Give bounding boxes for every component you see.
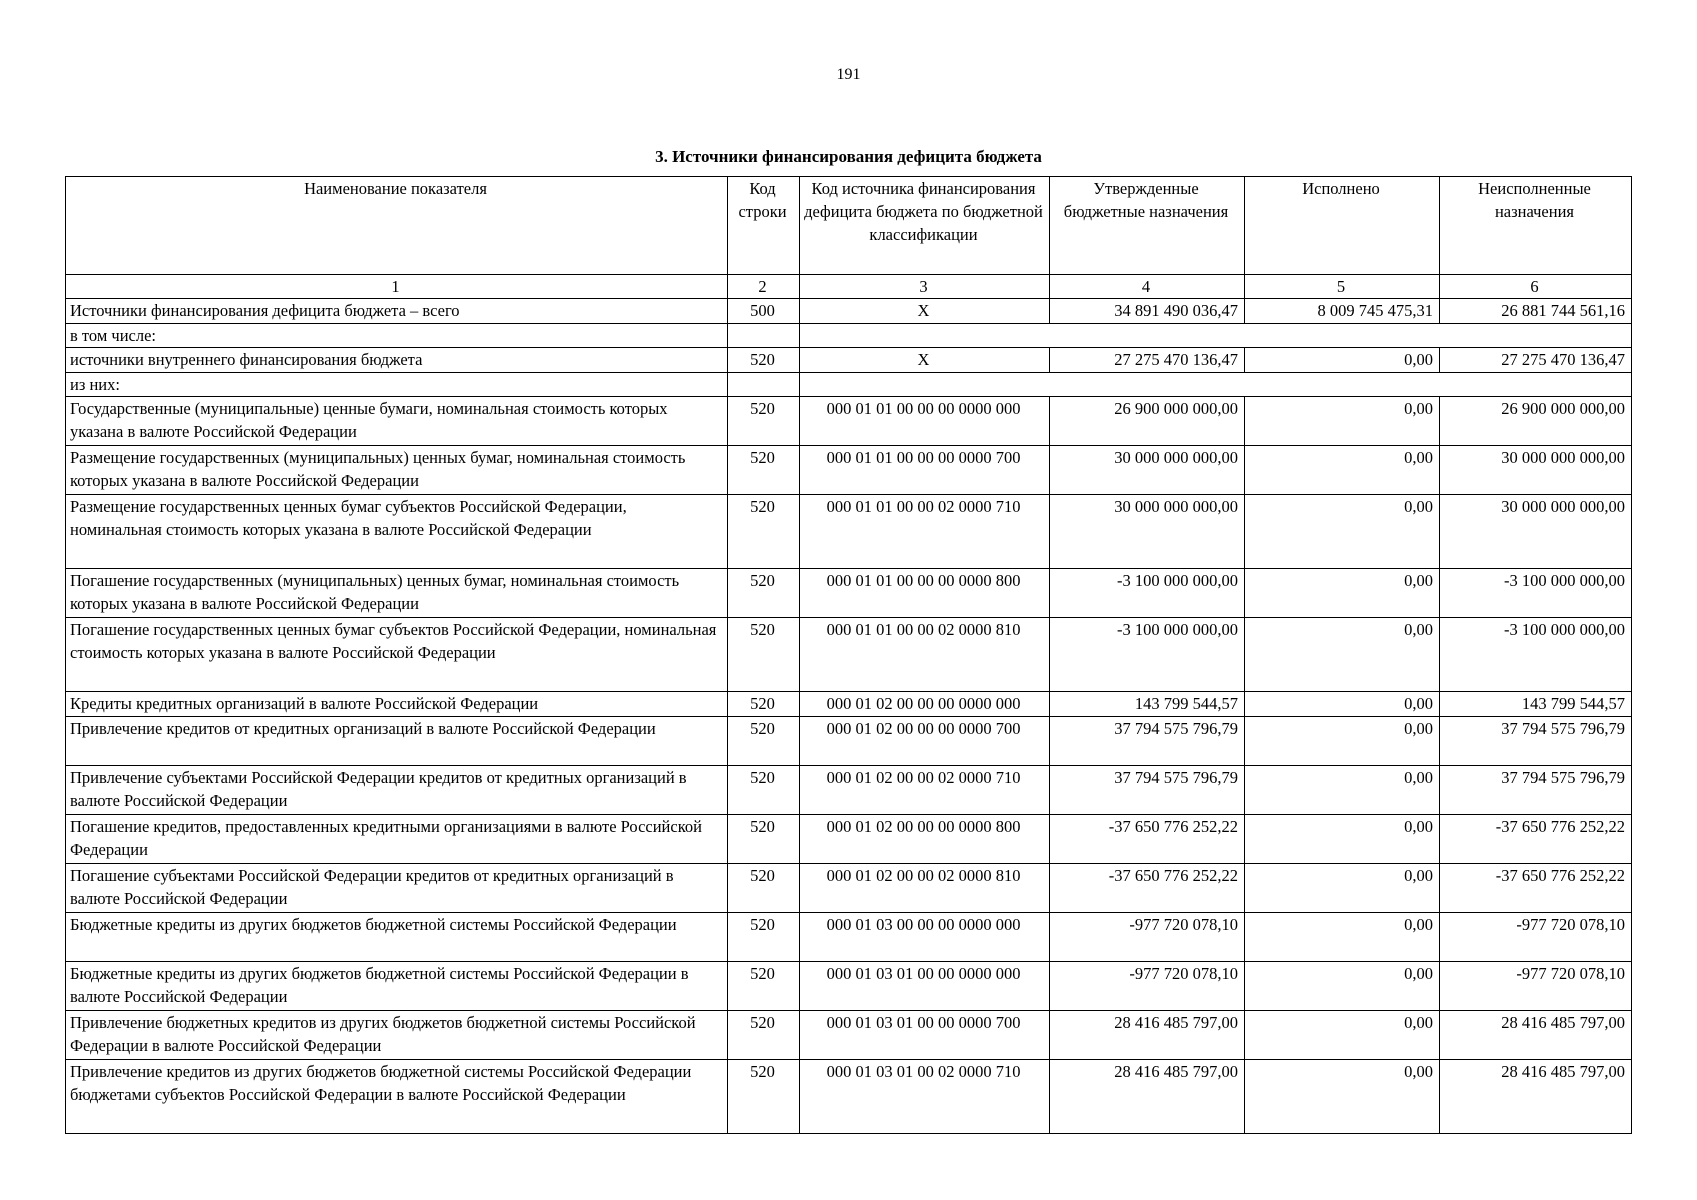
row-line-code: 520 <box>728 962 800 1011</box>
row-name: из них: <box>66 373 728 397</box>
row-source-code: 000 01 03 01 00 00 0000 700 <box>800 1011 1050 1060</box>
row-unexecuted: 30 000 000 000,00 <box>1440 446 1632 495</box>
table-row <box>66 717 1632 766</box>
header-approved: Утвержденные бюджетные назначения <box>1050 177 1245 275</box>
row-source-code: 000 01 01 00 00 02 0000 710 <box>800 495 1050 569</box>
row-approved: -977 720 078,10 <box>1050 913 1245 962</box>
row-approved: -977 720 078,10 <box>1050 962 1245 1011</box>
table-row <box>66 373 1632 397</box>
row-approved: -37 650 776 252,22 <box>1050 864 1245 913</box>
table-row <box>66 397 1632 446</box>
table-row <box>66 962 1632 1011</box>
row-name: Источники финансирования дефицита бюджета – всего <box>66 299 728 324</box>
table-row <box>66 766 1632 815</box>
row-name: Размещение государственных (муниципальных) ценных бумаг, номинальная стоимость которых указана в валюте Российской Федерации <box>66 446 728 495</box>
table-row <box>66 618 1632 692</box>
row-executed: 0,00 <box>1245 815 1440 864</box>
table-row <box>66 1011 1632 1060</box>
page-number: 191 <box>836 66 861 83</box>
row-executed: 0,00 <box>1245 717 1440 766</box>
row-source-code: 000 01 02 00 00 02 0000 810 <box>800 864 1050 913</box>
row-executed: 0,00 <box>1245 766 1440 815</box>
row-executed: 0,00 <box>1245 1060 1440 1134</box>
row-unexecuted: 28 416 485 797,00 <box>1440 1060 1632 1134</box>
row-line-code: 520 <box>728 569 800 618</box>
row-name: в том числе: <box>66 324 728 348</box>
header-executed: Исполнено <box>1245 177 1440 275</box>
row-source-code: 000 01 03 01 00 02 0000 710 <box>800 1060 1050 1134</box>
row-approved: 34 891 490 036,47 <box>1050 299 1245 324</box>
row-approved: 37 794 575 796,79 <box>1050 717 1245 766</box>
row-executed: 0,00 <box>1245 348 1440 373</box>
row-executed: 0,00 <box>1245 913 1440 962</box>
row-unexecuted: -3 100 000 000,00 <box>1440 618 1632 692</box>
row-source-code: 000 01 02 00 00 02 0000 710 <box>800 766 1050 815</box>
row-name: Бюджетные кредиты из других бюджетов бюджетной системы Российской Федерации в валюте Российской Федерации <box>66 962 728 1011</box>
header-name: Наименование показателя <box>66 177 728 275</box>
row-executed: 0,00 <box>1245 446 1440 495</box>
row-executed: 0,00 <box>1245 618 1440 692</box>
column-number: 2 <box>728 275 800 299</box>
table-row <box>66 692 1632 717</box>
column-number: 1 <box>66 275 728 299</box>
column-number-row <box>66 275 1632 299</box>
header-row <box>66 177 1632 275</box>
row-unexecuted: -37 650 776 252,22 <box>1440 815 1632 864</box>
row-source-code: 000 01 01 00 00 00 0000 800 <box>800 569 1050 618</box>
row-unexecuted: 30 000 000 000,00 <box>1440 495 1632 569</box>
row-name: Привлечение бюджетных кредитов из других бюджетов бюджетной системы Российской Федерации в валюте Российской Федерации <box>66 1011 728 1060</box>
row-name: Размещение государственных ценных бумаг субъектов Российской Федерации, номинальная стоимость которых указана в валюте Российской Федерации <box>66 495 728 569</box>
column-number: 4 <box>1050 275 1245 299</box>
row-line-code: 520 <box>728 1060 800 1134</box>
row-unexecuted: -977 720 078,10 <box>1440 913 1632 962</box>
row-approved: -37 650 776 252,22 <box>1050 815 1245 864</box>
row-name: Государственные (муниципальные) ценные бумаги, номинальная стоимость которых указана в валюте Российской Федерации <box>66 397 728 446</box>
table-row <box>66 324 1632 348</box>
row-approved: 27 275 470 136,47 <box>1050 348 1245 373</box>
row-source-code: 000 01 03 01 00 00 0000 000 <box>800 962 1050 1011</box>
table-row <box>66 913 1632 962</box>
table-row <box>66 815 1632 864</box>
table-row <box>66 299 1632 324</box>
row-unexecuted: 143 799 544,57 <box>1440 692 1632 717</box>
row-line-code: 520 <box>728 864 800 913</box>
row-name: Погашение кредитов, предоставленных кредитными организациями в валюте Российской Федерации <box>66 815 728 864</box>
row-line-code: 520 <box>728 397 800 446</box>
column-number: 6 <box>1440 275 1632 299</box>
row-executed: 0,00 <box>1245 692 1440 717</box>
row-approved: 30 000 000 000,00 <box>1050 495 1245 569</box>
row-approved: 143 799 544,57 <box>1050 692 1245 717</box>
row-unexecuted: -37 650 776 252,22 <box>1440 864 1632 913</box>
row-executed: 0,00 <box>1245 495 1440 569</box>
row-approved: 28 416 485 797,00 <box>1050 1060 1245 1134</box>
row-approved: -3 100 000 000,00 <box>1050 569 1245 618</box>
header-line-code: Код строки <box>728 177 800 275</box>
row-unexecuted: 28 416 485 797,00 <box>1440 1011 1632 1060</box>
row-line-code: 520 <box>728 495 800 569</box>
column-number: 5 <box>1245 275 1440 299</box>
row-line-code: 520 <box>728 692 800 717</box>
row-source-code: 000 01 02 00 00 00 0000 800 <box>800 815 1050 864</box>
row-executed: 0,00 <box>1245 864 1440 913</box>
row-line-code: 520 <box>728 913 800 962</box>
row-executed: 0,00 <box>1245 962 1440 1011</box>
row-unexecuted: 26 881 744 561,16 <box>1440 299 1632 324</box>
row-source-code: 000 01 01 00 00 02 0000 810 <box>800 618 1050 692</box>
row-name: Бюджетные кредиты из других бюджетов бюджетной системы Российской Федерации <box>66 913 728 962</box>
column-number: 3 <box>800 275 1050 299</box>
row-line-code: 520 <box>728 815 800 864</box>
row-unexecuted: 37 794 575 796,79 <box>1440 766 1632 815</box>
row-empty-values <box>800 324 1632 348</box>
header-unexecuted: Неисполненные назначения <box>1440 177 1632 275</box>
row-line-code: 520 <box>728 766 800 815</box>
row-unexecuted: -977 720 078,10 <box>1440 962 1632 1011</box>
table-row <box>66 569 1632 618</box>
table-row <box>66 864 1632 913</box>
row-line-code: 520 <box>728 446 800 495</box>
row-line-code: 500 <box>728 299 800 324</box>
row-name: Погашение субъектами Российской Федерации кредитов от кредитных организаций в валюте Российской Федерации <box>66 864 728 913</box>
row-name: Привлечение субъектами Российской Федерации кредитов от кредитных организаций в валюте Российской Федерации <box>66 766 728 815</box>
row-executed: 0,00 <box>1245 569 1440 618</box>
row-unexecuted: 37 794 575 796,79 <box>1440 717 1632 766</box>
row-line-code: 520 <box>728 348 800 373</box>
table-row <box>66 348 1632 373</box>
row-approved: 37 794 575 796,79 <box>1050 766 1245 815</box>
table-row <box>66 446 1632 495</box>
row-approved: 26 900 000 000,00 <box>1050 397 1245 446</box>
row-source-code: 000 01 01 00 00 00 0000 700 <box>800 446 1050 495</box>
row-line-code: 520 <box>728 717 800 766</box>
row-line-code: 520 <box>728 1011 800 1060</box>
row-approved: -3 100 000 000,00 <box>1050 618 1245 692</box>
row-source-code: X <box>800 348 1050 373</box>
row-line-code: 520 <box>728 618 800 692</box>
row-unexecuted: -3 100 000 000,00 <box>1440 569 1632 618</box>
row-source-code: X <box>800 299 1050 324</box>
row-line-code <box>728 373 800 397</box>
row-name: Привлечение кредитов из других бюджетов бюджетной системы Российской Федерации бюджетами субъектов Российской Федерации в валюте Российской Федерации <box>66 1060 728 1134</box>
row-name: Кредиты кредитных организаций в валюте Российской Федерации <box>66 692 728 717</box>
row-line-code <box>728 324 800 348</box>
table-row <box>66 1060 1632 1134</box>
row-source-code: 000 01 03 00 00 00 0000 000 <box>800 913 1050 962</box>
row-source-code: 000 01 02 00 00 00 0000 000 <box>800 692 1050 717</box>
row-name: Погашение государственных (муниципальных) ценных бумаг, номинальная стоимость которых указана в валюте Российской Федерации <box>66 569 728 618</box>
row-name: Погашение государственных ценных бумаг субъектов Российской Федерации, номинальная стоимость которых указана в валюте Российской Федерации <box>66 618 728 692</box>
row-executed: 8 009 745 475,31 <box>1245 299 1440 324</box>
row-approved: 30 000 000 000,00 <box>1050 446 1245 495</box>
financing-sources-table <box>65 176 1632 1134</box>
row-executed: 0,00 <box>1245 1011 1440 1060</box>
row-name: Привлечение кредитов от кредитных организаций в валюте Российской Федерации <box>66 717 728 766</box>
row-source-code: 000 01 02 00 00 00 0000 700 <box>800 717 1050 766</box>
row-source-code: 000 01 01 00 00 00 0000 000 <box>800 397 1050 446</box>
row-name: источники внутреннего финансирования бюджета <box>66 348 728 373</box>
row-unexecuted: 26 900 000 000,00 <box>1440 397 1632 446</box>
section-title: 3. Источники финансирования дефицита бюджета <box>655 147 1042 166</box>
row-unexecuted: 27 275 470 136,47 <box>1440 348 1632 373</box>
row-executed: 0,00 <box>1245 397 1440 446</box>
row-approved: 28 416 485 797,00 <box>1050 1011 1245 1060</box>
header-source-code: Код источника финансирования дефицита бюджета по бюджетной классификации <box>800 177 1050 275</box>
row-empty-values <box>800 373 1632 397</box>
table-row <box>66 495 1632 569</box>
